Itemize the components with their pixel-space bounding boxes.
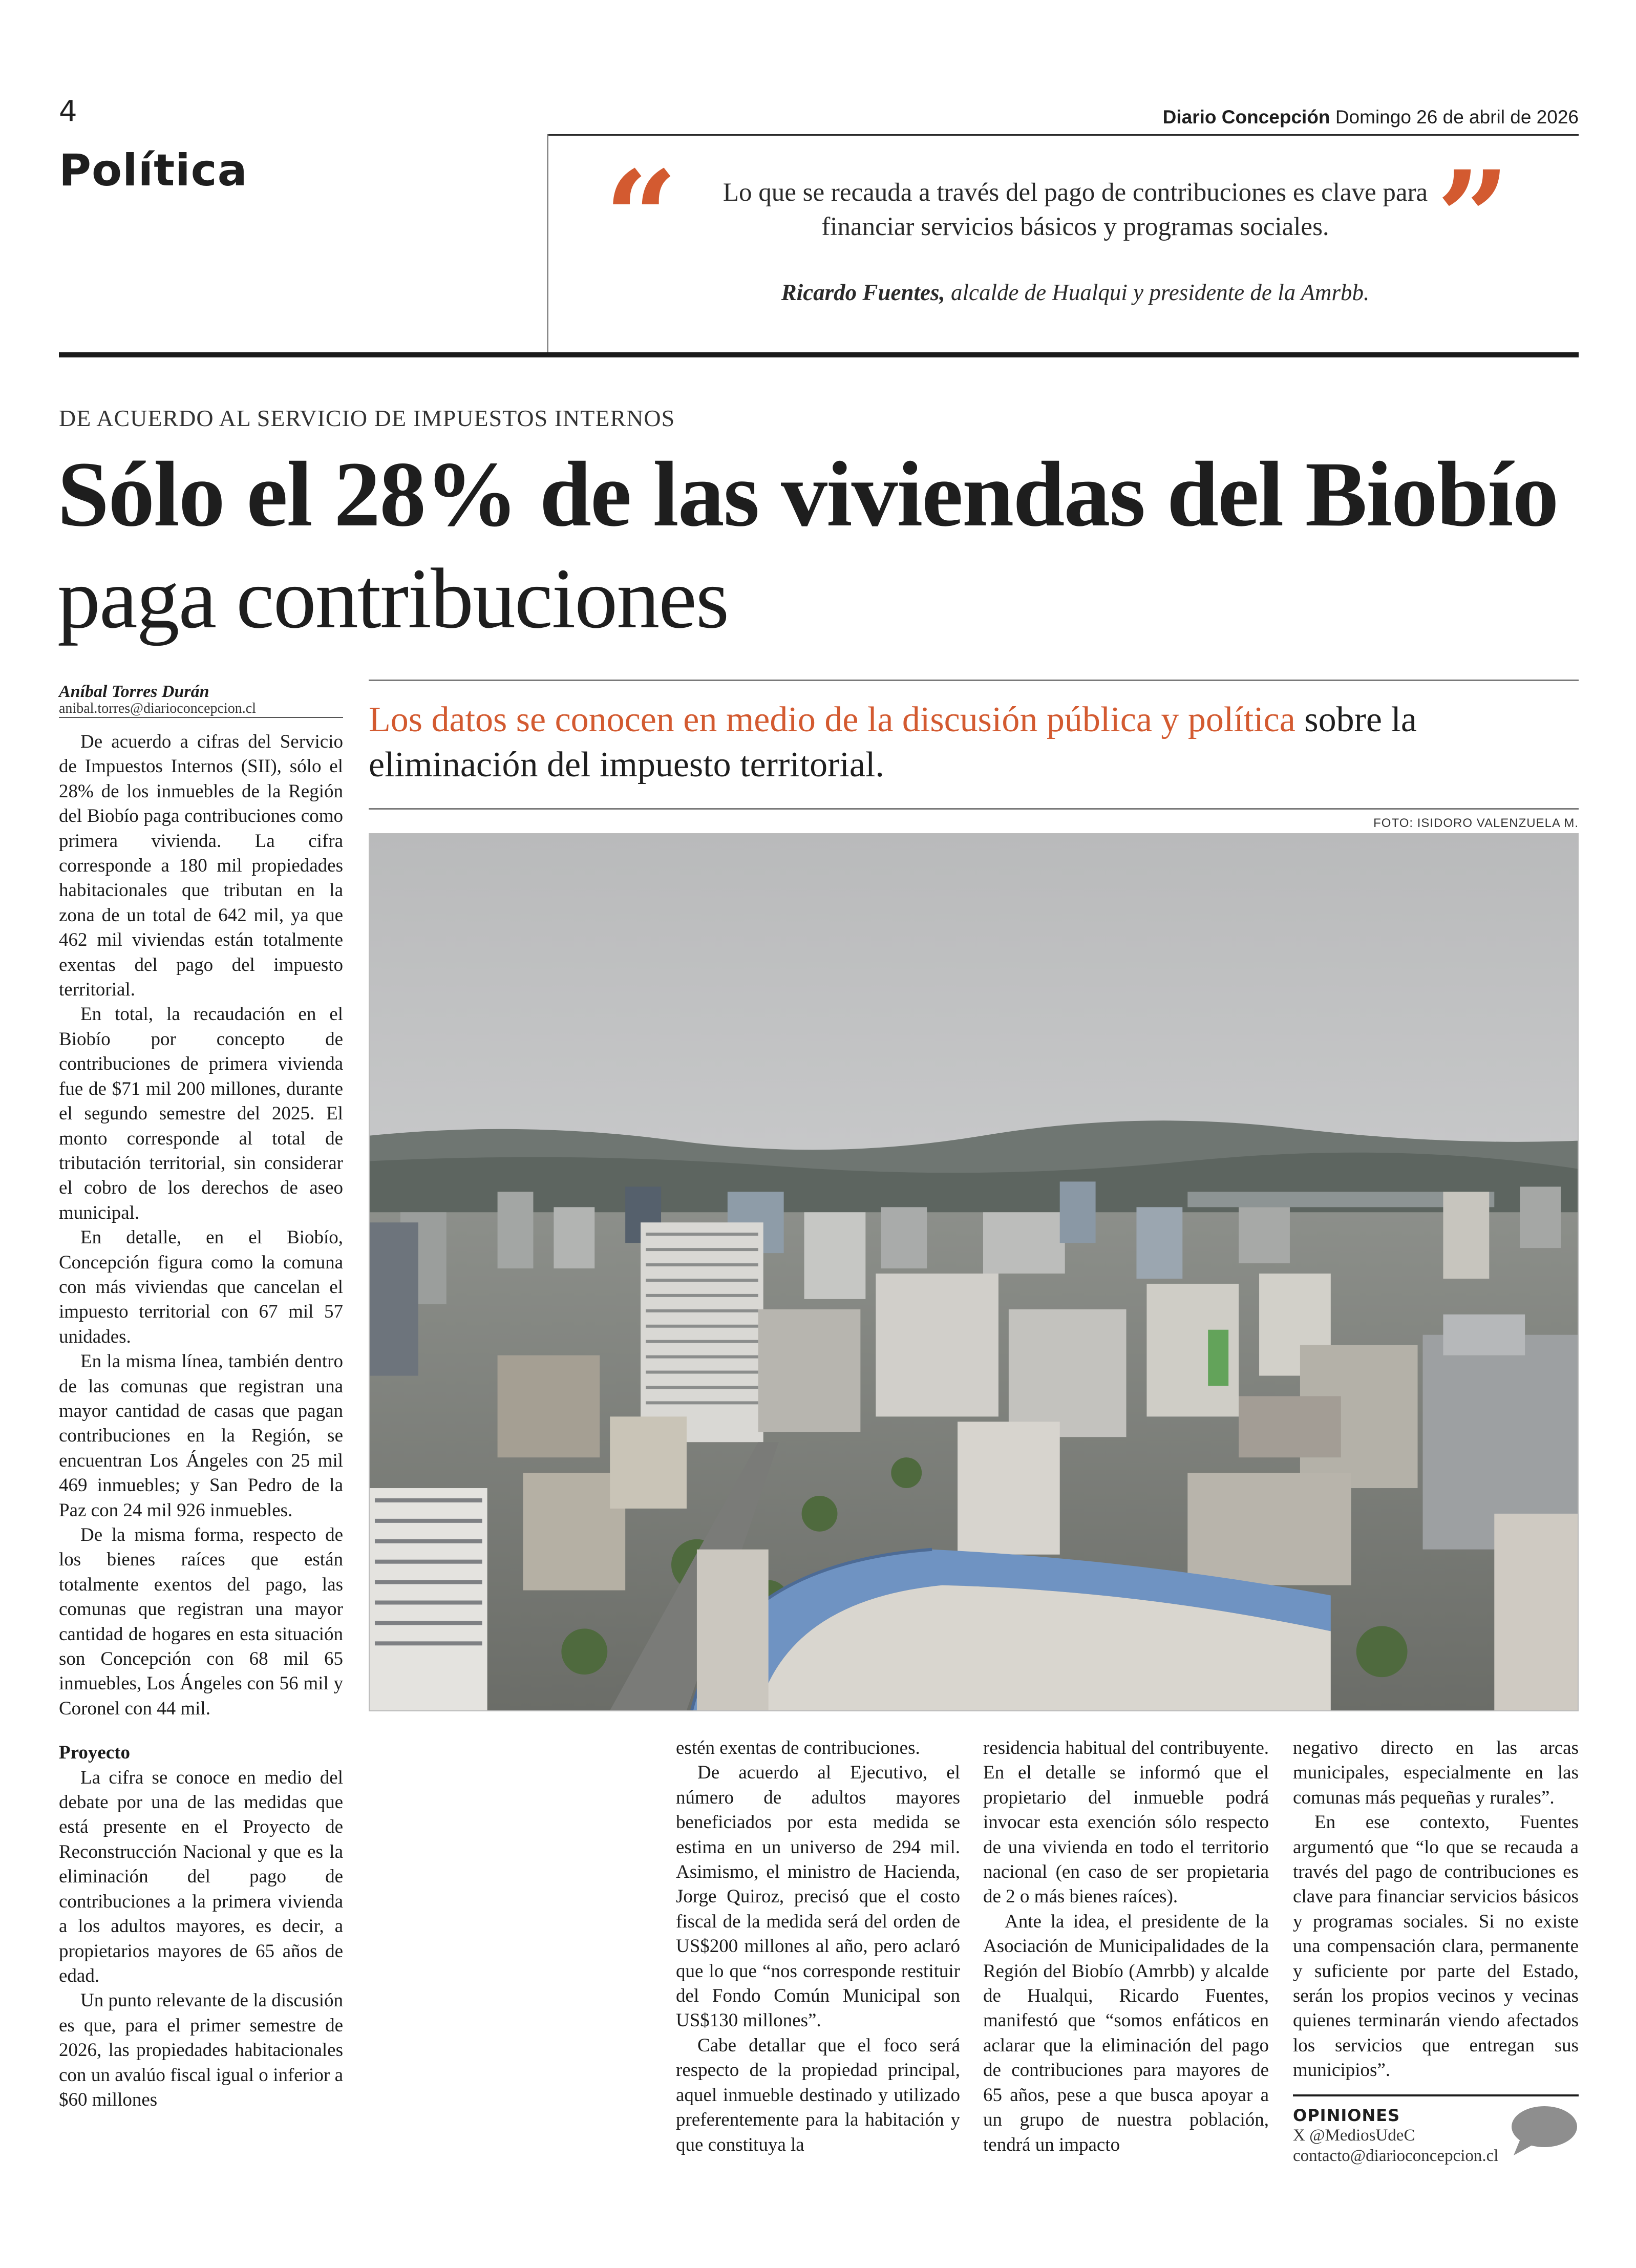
article-column-4 xyxy=(1293,1736,1579,2083)
paragraph: En detalle, en el Biobío, Concepción figura como la comuna con más viviendas que cancelan el impuesto territorial con 67 mil 57 unidades. xyxy=(59,1227,343,1347)
section-title: Política xyxy=(59,145,248,196)
open-quote-icon: “ xyxy=(604,142,678,293)
opiniones-social-handle[interactable]: X @MediosUdeC xyxy=(1293,2126,1415,2145)
quote-author-role: alcalde de Hualqui y presidente de la Amrbb. xyxy=(945,280,1370,305)
close-quote-icon: ” xyxy=(1436,142,1510,293)
quote-author: Ricardo Fuentes, xyxy=(781,280,945,305)
article-column-3 xyxy=(983,1736,1269,2157)
article-column-2 xyxy=(676,1736,960,2157)
header-divider xyxy=(547,134,548,354)
pull-quote: Lo que se recauda a través del pago de contribuciones es clave para financiar servicios básicos y programas sociales. xyxy=(723,178,1428,241)
subhead-rest: sobre la eliminación del impuesto territorial. xyxy=(369,700,1417,785)
pull-quote-attribution xyxy=(640,279,1511,306)
byline-rule xyxy=(59,717,343,718)
paragraph: residencia habitual del contribuyente. En el detalle se informó que el propietario del inmueble podrá invocar esta exención sólo respecto de una vivienda en todo el territorio nacional (en caso de ser propietaria de 2 o más bienes raíces). xyxy=(983,1737,1269,1907)
page-number: 4 xyxy=(59,95,77,128)
subhead-rule-bottom xyxy=(369,808,1579,810)
headline-continuation: paga contribuciones xyxy=(57,551,729,646)
section-heading: Proyecto xyxy=(59,1742,131,1764)
headline: Sólo el 28% de las viviendas del Biobío xyxy=(57,443,1558,546)
paragraph: Un punto relevante de la discusión es que, para el primer semestre de 2026, las propiedades habitacionales con un avalúo fiscal igual o inferior a $60 millones xyxy=(59,1990,343,2110)
byline-email[interactable]: anibal.torres@diarioconcepcion.cl xyxy=(59,701,256,716)
paragraph: En total, la recaudación en el Biobío por concepto de contribuciones de primera vivienda fue de $71 mil 200 millones, durante el segundo semestre del 2025. El monto corresponde al total de tributación territorial, sin considerar el cobro de los derechos de aseo municipal. xyxy=(59,1004,343,1223)
paragraph: En la misma línea, también dentro de las comunas que registran una mayor cantidad de casas que pagan contribuciones en la Región, se encuentran Los Ángeles con 25 mil 469 inmuebles; y San Pedro de la Paz con 24 mil 926 inmuebles. xyxy=(59,1351,343,1521)
subhead xyxy=(369,697,1579,788)
paragraph: Ante la idea, el presidente de la Asociación de Municipalidades de la Región del Biobío (Amrbb) y alcalde de Hualqui, Ricardo Fuentes, manifestó que “somos enfáticos en aclarar que la eliminación del pago de contribuciones para mayores de 65 años, pese a que busca apoyar a un grupo de nuestra población, tendrá un impacto xyxy=(983,1911,1269,2155)
paragraph: La cifra se conoce en medio del debate por una de las medidas que está presente en el Proyecto de Reconstrucción Nacional y que es la eliminación del pago de contribuciones a la primera vivienda a los adultos mayores, es decir, a propietarios mayores de 65 años de edad. xyxy=(59,1767,343,1986)
article-column-1 xyxy=(59,730,343,2112)
city-aerial-photo xyxy=(370,834,1578,1710)
paragraph: En ese contexto, Fuentes argumentó que “lo que se recauda a través del pago de contribuciones es clave para financiar servicios básicos y programas sociales. Si no existe una compensación clara, permanente y suficiente por parte del Estado, serán los propios vecinos y vecinas quienes terminarán viendo afectados los servicios que entregan sus municipios”. xyxy=(1293,1812,1579,2081)
byline-name: Aníbal Torres Durán xyxy=(59,682,209,701)
kicker: DE ACUERDO AL SERVICIO DE IMPUESTOS INTERNOS xyxy=(59,405,675,431)
masthead xyxy=(1163,107,1579,128)
paragraph: De la misma forma, respecto de los bienes raíces que están totalmente exentos del pago, las comunas que registran una mayor cantidad de hogares en esta situación son Concepción con 68 mil 65 inmuebles, Los Ángeles con 56 mil y Coronel con 44 mil. xyxy=(59,1524,343,1719)
subhead-rule-top xyxy=(369,680,1579,681)
speech-bubble-icon xyxy=(1504,2102,1579,2158)
paragraph: estén exentas de contribuciones. xyxy=(676,1737,920,1758)
masthead-paper: Diario Concepción xyxy=(1162,107,1330,128)
opiniones-email[interactable]: contacto@diarioconcepcion.cl xyxy=(1293,2147,1499,2165)
article-photo xyxy=(369,833,1579,1711)
opiniones-rule xyxy=(1293,2094,1579,2096)
opiniones-title: OPINIONES xyxy=(1293,2106,1400,2125)
header-rule xyxy=(547,134,1579,136)
paragraph: Cabe detallar que el foco será respecto de la propiedad principal, aquel inmueble destinado y utilizado preferentemente para la habitación y que constituya la xyxy=(676,2034,960,2155)
paragraph: De acuerdo a cifras del Servicio de Impuestos Internos (SII), sólo el 28% de los inmuebles de la Región del Biobío paga contribuciones como primera vivienda. La cifra corresponde a 180 mil propiedades habitacionales que tributan en la zona de un total de 642 mil, ya que 462 mil viviendas están totalmente exentas del pago del impuesto territorial. xyxy=(59,731,343,1001)
subhead-accent: Los datos se conocen en medio de la discusión pública y política xyxy=(369,700,1295,739)
photo-credit: FOTO: ISIDORO VALENZUELA M. xyxy=(1373,816,1579,830)
header-thick-rule xyxy=(59,352,1579,357)
paragraph: De acuerdo al Ejecutivo, el número de adultos mayores beneficiados por esta medida se estima en un universo de 294 mil. Asimismo, el ministro de Hacienda, Jorge Quiroz, precisó que el costo fiscal de la medida será del orden de US$200 millones al año, pero aclaró que lo que “nos corresponde restituir del Fondo Común Municipal son US$130 millones”. xyxy=(676,1762,960,2031)
masthead-date: Domingo 26 de abril de 2026 xyxy=(1335,107,1579,128)
paragraph: negativo directo en las arcas municipales, especialmente en las comunas más pequeñas y rurales”. xyxy=(1293,1737,1579,1808)
